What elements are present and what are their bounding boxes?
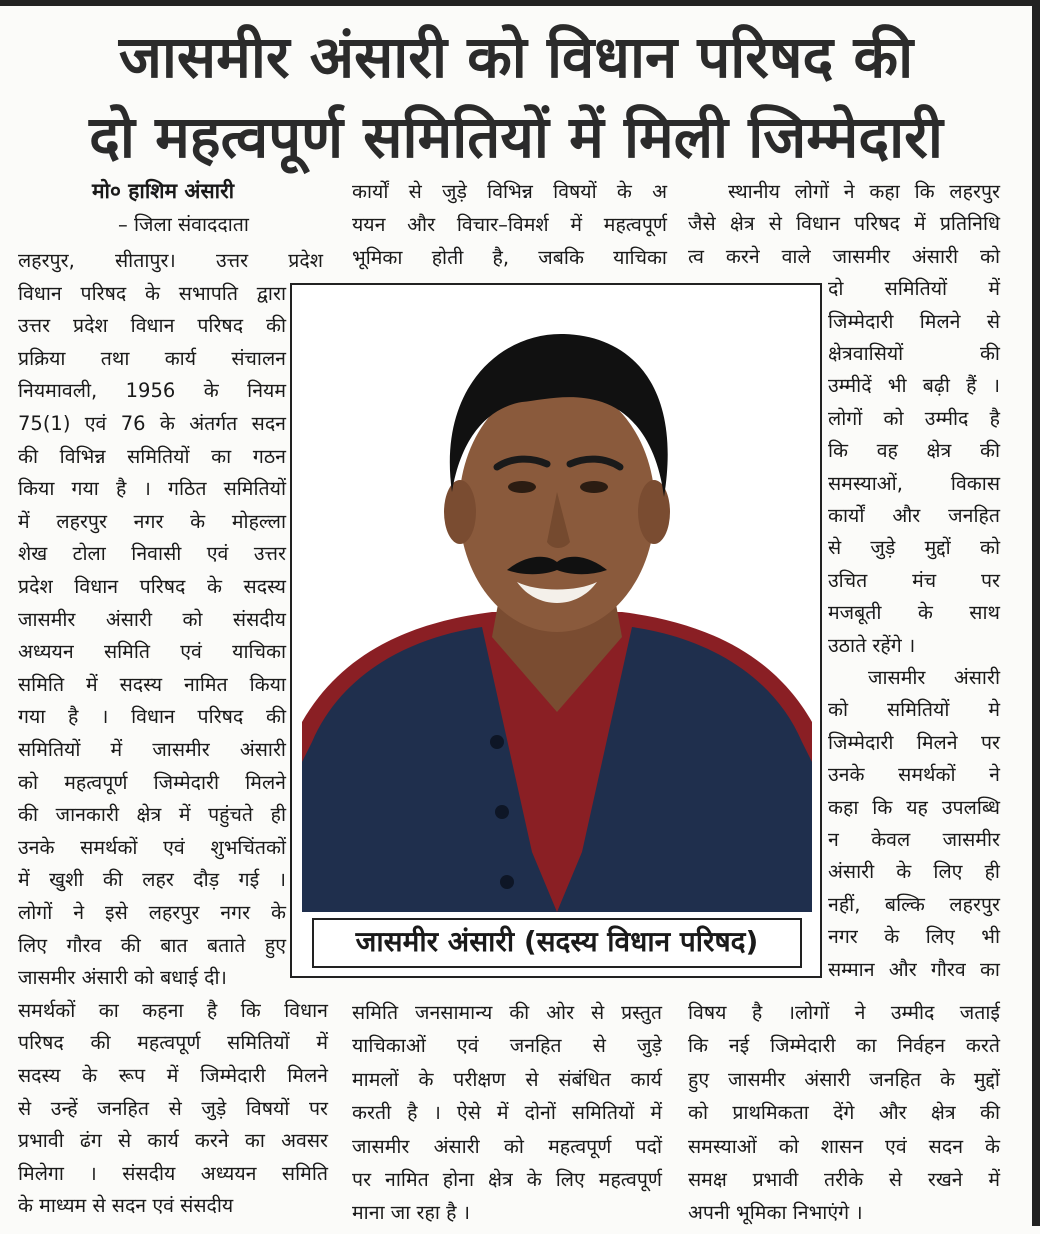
article-line: हुए जासमीर अंसारी जनहित के मुद्दों <box>688 1067 1000 1091</box>
article-line: जिम्मेदारी मिलने से <box>828 309 1000 333</box>
article-line: प्रक्रिया तथा कार्य संचालन <box>18 346 286 370</box>
article-line: उनके समर्थकों ने <box>828 763 1000 787</box>
article-line: नियमावली, 1956 के नियम <box>18 379 286 403</box>
article-line: करती है । ऐसे में दोनों समितियों में <box>352 1101 662 1125</box>
article-line: कि वह क्षेत्र की <box>828 439 1000 463</box>
article-line: कार्यों से जुड़े विभिन्न विषयों के अ <box>352 180 667 203</box>
article-line: उम्मीदें भी बढ़ी हैं । <box>828 374 1000 398</box>
article-line: जिम्मेदारी मिलने पर <box>828 730 1000 754</box>
article-line: को प्राथमिकता देंगे और क्षेत्र की <box>688 1101 1000 1125</box>
article-line: स्थानीय लोगों ने कहा कि लहरपुर <box>728 180 1000 203</box>
article-line: शेख टोला निवासी एवं उत्तर <box>18 542 286 566</box>
article-line: को महत्वपूर्ण जिम्मेदारी मिलने <box>18 770 286 794</box>
article-line: समिति में सदस्य नामित किया <box>18 672 286 696</box>
portrait-photo <box>302 292 812 912</box>
article-line: की विभिन्न समितियों का गठन <box>18 444 286 468</box>
article-line: सदस्य के रूप में जिम्मेदारी मिलने <box>18 1064 328 1087</box>
article-line: नहीं, बल्कि लहरपुर <box>828 892 1000 916</box>
article-line: किया गया है । गठित समितियों <box>18 477 286 501</box>
article-line: माना जा रहा है । <box>352 1201 471 1225</box>
article-line: समक्ष प्रभावी तरीके से रखने में <box>688 1168 1000 1191</box>
article-line: दो समितियों में <box>828 277 1000 301</box>
article-line: 75(1) एवं 76 के अंतर्गत सदन <box>18 412 286 435</box>
article-line: मिलेगा । संसदीय अध्ययन समिति <box>18 1161 328 1185</box>
headline-line-2: दो महत्वपूर्ण समितियों में मिली जिम्मेदारी <box>89 103 943 171</box>
article-line: याचिकाओं एवं जनहित से जुड़े <box>352 1034 662 1058</box>
article-line: विधान परिषद के सभापति द्वारा <box>18 281 286 305</box>
article-line: से जुड़े मुद्दों को <box>828 536 1000 560</box>
byline-author: मो० हाशिम अंसारी <box>92 179 235 203</box>
article-line: प्रदेश विधान परिषद के सदस्य <box>18 575 286 598</box>
article-line: की जानकारी क्षेत्र में पहुंचते ही <box>18 803 286 827</box>
article-line: जैसे क्षेत्र से विधान परिषद में प्रतिनिधि <box>688 212 1000 236</box>
article-line: को समितियों मे <box>828 698 1000 722</box>
article-line: लोगों को उम्मीद है <box>828 406 1000 430</box>
article-line: समितियों में जासमीर अंसारी <box>18 738 286 761</box>
article-line: पर नामित होना क्षेत्र के लिए महत्वपूर्ण <box>352 1168 662 1191</box>
headline-line-1: जासमीर अंसारी को विधान परिषद की <box>118 23 914 91</box>
article-line: ययन और विचार–विमर्श में महत्वपूर्ण <box>352 213 667 236</box>
article-line: उनके समर्थकों एवं शुभचिंतकों <box>18 835 286 859</box>
photo-caption: जासमीर अंसारी (सदस्य विधान परिषद) <box>312 918 802 968</box>
article-line: से उन्हें जनहित से जुड़े विषयों पर <box>18 1096 328 1120</box>
article-line: में खुशी की लहर दौड़ गई । <box>18 868 286 892</box>
article-line: गया है । विधान परिषद की <box>18 705 286 729</box>
article-line: कार्यों और जनहित <box>828 504 1000 527</box>
article-line: अंसारी के लिए ही <box>828 860 1000 884</box>
article-line: समस्याओं को शासन एवं सदन के <box>688 1134 1000 1158</box>
right-edge-rule <box>1032 0 1040 1234</box>
article-line: भूमिका होती है, जबकि याचिका <box>352 246 667 269</box>
article-line: लिए गौरव की बात बताते हुए <box>18 933 286 957</box>
top-rule <box>0 0 1040 6</box>
article-line: समर्थकों का कहना है कि विधान <box>18 998 328 1022</box>
article-line: अध्ययन समिति एवं याचिका <box>18 640 286 664</box>
article-line: उठाते रहेंगे । <box>828 633 916 657</box>
article-line: त्व करने वाले जासमीर अंसारी को <box>688 244 1000 268</box>
article-line: विषय है ।लोगों ने उम्मीद जताई <box>688 1001 1000 1024</box>
article-line: में लहरपुर नगर के मोहल्ला <box>18 509 286 533</box>
article-line: जासमीर अंसारी को बधाई दी। <box>18 966 227 990</box>
article-line: क्षेत्रवासियों की <box>828 342 1000 365</box>
article-line: जासमीर अंसारी <box>868 666 1000 689</box>
article-line: समिति जनसामान्य की ओर से प्रस्तुत <box>352 1001 662 1024</box>
portrait-illustration <box>302 292 812 912</box>
article-line: उत्तर प्रदेश विधान परिषद की <box>18 314 286 338</box>
article-line: परिषद की महत्वपूर्ण समितियों में <box>18 1031 328 1055</box>
article-line: जासमीर अंसारी को महत्वपूर्ण पदों <box>352 1134 662 1158</box>
article-line: न केवल जासमीर <box>828 828 1000 851</box>
article-line: मजबूती के साथ <box>828 601 1000 625</box>
bottom-edge <box>0 1226 1040 1234</box>
article-line: जासमीर अंसारी को संसदीय <box>18 607 286 631</box>
byline-role: – जिला संवाददाता <box>118 213 249 236</box>
article-line: मामलों के परीक्षण से संबंधित कार्य <box>352 1067 662 1091</box>
article-line: के माध्यम से सदन एवं संसदीय <box>18 1194 234 1218</box>
article-line: कि नई जिम्मेदारी का निर्वहन करते <box>688 1034 1000 1058</box>
article-line: कहा कि यह उपलब्धि <box>828 795 1000 819</box>
article-line: प्रभावी ढंग से कार्य करने का अवसर <box>18 1129 328 1153</box>
article-line: नगर के लिए भी <box>828 925 1000 949</box>
article-line: अपनी भूमिका निभाएंगे । <box>688 1201 863 1225</box>
article-line: सम्मान और गौरव का <box>828 957 1000 981</box>
article-line: उचित मंच पर <box>828 568 1000 592</box>
article-line: लोगों ने इसे लहरपुर नगर के <box>18 901 286 924</box>
article-line: समस्याओं, विकास <box>828 471 1000 495</box>
article-line: लहरपुर, सीतापुर। उत्तर प्रदेश <box>18 249 323 272</box>
